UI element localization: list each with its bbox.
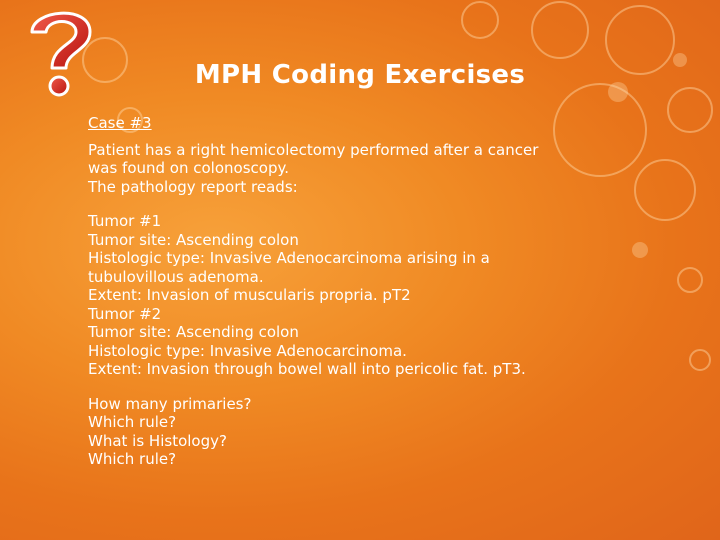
intro-line: Patient has a right hemicolectomy performed after a cancer bbox=[88, 140, 539, 159]
intro-line: The pathology report reads: bbox=[88, 177, 298, 196]
case-label: Case #3 bbox=[88, 114, 152, 132]
report-line: Extent: Invasion through bowel wall into pericolic fat. pT3. bbox=[88, 360, 526, 378]
question-line: What is Histology? bbox=[88, 431, 227, 450]
spacer bbox=[88, 379, 688, 395]
report-line: Tumor site: Ascending colon bbox=[88, 230, 299, 249]
report-line: tubulovillous adenoma. bbox=[88, 267, 264, 286]
report-line: Extent: Invasion of muscularis propria. pT2 bbox=[88, 286, 411, 304]
question-line: How many primaries? bbox=[88, 394, 252, 413]
slide-title: MPH Coding Exercises bbox=[194, 60, 526, 90]
report-line: Tumor site: Ascending colon bbox=[88, 323, 299, 341]
question-line: Which rule? bbox=[88, 450, 177, 468]
intro-line: was found on colonoscopy. bbox=[88, 159, 289, 177]
report-line: Tumor #1 bbox=[88, 212, 162, 230]
report-line: Tumor #2 bbox=[88, 304, 162, 323]
slide-content bbox=[88, 114, 688, 469]
question-mark-icon bbox=[22, 2, 100, 102]
spacer bbox=[88, 133, 688, 141]
question-line: Which rule? bbox=[88, 413, 177, 431]
report-line: Histologic type: Invasive Adenocarcinoma. bbox=[88, 341, 407, 360]
report-line: Histologic type: Invasive Adenocarcinoma arising in a bbox=[88, 249, 490, 267]
spacer bbox=[88, 196, 688, 212]
